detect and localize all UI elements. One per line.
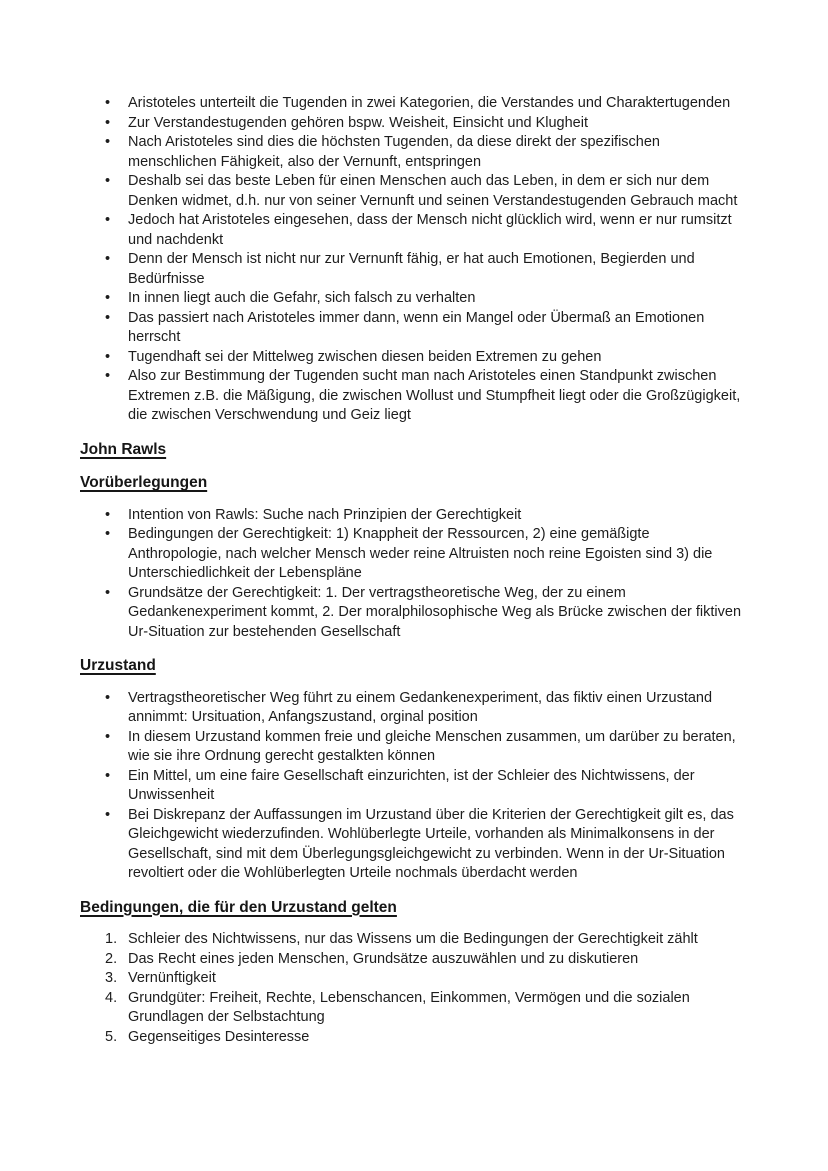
bullet-icon: • xyxy=(105,348,111,365)
list-item xyxy=(80,114,750,134)
bullet-icon: • xyxy=(105,728,111,745)
urzustand-bullet-list xyxy=(80,689,750,884)
list-item xyxy=(80,525,750,584)
heading-john-rawls: John Rawls xyxy=(80,440,167,458)
list-item-text: Tugendhaft sei der Mittelweg zwischen diesen beiden Extremen zu gehen xyxy=(128,348,602,365)
list-number-label: 4. xyxy=(105,989,118,1006)
aristoteles-bullet-list xyxy=(80,94,750,426)
list-item xyxy=(80,806,750,884)
list-item-text: In diesem Urzustand kommen freie und gleiche Menschen zusammen, um darüber zu beraten, wie sie ihre Ordnung gerecht gestalkten können xyxy=(128,728,736,764)
bullet-icon: • xyxy=(105,173,111,189)
list-item xyxy=(80,506,750,526)
bullet-icon: • xyxy=(105,309,111,326)
list-item xyxy=(80,133,750,172)
list-item-text: Deshalb sei das beste Leben für einen Menschen auch das Leben, in dem er sich nur dem Denken widmet, d.h. nur von seiner Vernunft und seinen Verstandestugenden Gebrauch macht xyxy=(128,173,738,209)
list-item-text: Denn der Mensch ist nicht nur zur Vernunft fähig, er hat auch Emotionen, Begierden und Bedürfnisse xyxy=(128,251,695,287)
list-item xyxy=(80,969,750,989)
list-item-text: Ein Mittel, um eine faire Gesellschaft einzurichten, ist der Schleier des Nichtwissens, der Unwissenheit xyxy=(128,767,695,803)
list-item xyxy=(80,309,750,348)
bullet-icon: • xyxy=(105,584,111,601)
bullet-icon: • xyxy=(105,212,111,228)
heading-vorueberlegungen: Vorüberlegungen xyxy=(80,474,208,491)
list-item xyxy=(80,94,750,114)
list-item xyxy=(80,930,750,950)
list-item-text: Zur Verstandestugenden gehören bspw. Weisheit, Einsicht und Klugheit xyxy=(128,114,588,131)
bullet-icon: • xyxy=(105,806,111,823)
bullet-icon: • xyxy=(105,767,111,784)
bullet-icon: • xyxy=(105,95,111,111)
list-item xyxy=(80,289,750,309)
list-item-text: In innen liegt auch die Gefahr, sich falsch zu verhalten xyxy=(128,290,476,306)
list-item-text: Bedingungen der Gerechtigkeit: 1) Knappheit der Ressourcen, 2) eine gemäßigte Anthropologie, nach welcher Mensch weder reine Altruisten noch reine Egoisten sind 3) die Unterschiedlichkeit der Lebenspläne xyxy=(128,526,713,581)
vorueberlegungen-bullet-list xyxy=(80,506,750,643)
list-number-label: 5. xyxy=(105,1028,118,1045)
bullet-icon: • xyxy=(105,689,111,706)
bullet-icon: • xyxy=(105,114,111,131)
list-item xyxy=(80,348,750,368)
list-item-text: Jedoch hat Aristoteles eingesehen, dass der Mensch nicht glücklich wird, wenn er nur rumsitzt und nachdenkt xyxy=(128,212,732,248)
list-item-text: Grundsätze der Gerechtigkeit: 1. Der vertragstheoretische Weg, der zu einem Gedankenexperiment kommt, 2. Der moralphilosophische Weg als Brücke zwischen der fiktiven Ur-Situation zur bestehenden Gesellschaft xyxy=(128,584,742,640)
list-item-text: Bei Diskrepanz der Auffassungen im Urzustand über die Kriterien der Gerechtigkeit gilt es, das Gleichgewicht wiederzufinden. Wohlüberlegte Urteile, vorhanden als Minimalkonsens in der Gesellschaft, sind mit dem Überlegungsgleichgewicht zu verbinden. Wenn in der Ur-Situation revoltiert oder die Wohlüberlegten Urteile nochmals überdacht werden xyxy=(128,806,734,881)
heading-bedingungen-urzustand: Bedingungen, die für den Urzustand gelten xyxy=(80,898,397,916)
list-item xyxy=(80,989,750,1028)
heading-urzustand: Urzustand xyxy=(80,657,156,674)
list-item xyxy=(80,767,750,806)
list-item xyxy=(80,584,750,643)
list-item-text: Das Recht eines jeden Menschen, Grundsätze auszuwählen und zu diskutieren xyxy=(128,950,639,967)
list-number-label: 2. xyxy=(105,950,118,967)
list-item-text: Vertragstheoretischer Weg führt zu einem Gedankenexperiment, das fiktiv einen Urzustand annimmt: Ursituation, Anfangszustand, orginal position xyxy=(128,689,713,725)
list-item xyxy=(80,1028,750,1048)
list-item xyxy=(80,250,750,289)
list-item xyxy=(80,689,750,728)
list-item xyxy=(80,172,750,211)
list-item xyxy=(80,367,750,426)
bullet-icon: • xyxy=(105,290,111,306)
list-item-text: Schleier des Nichtwissens, nur das Wissens um die Bedingungen der Gerechtigkeit zählt xyxy=(128,931,698,947)
bullet-icon: • xyxy=(105,251,111,267)
list-number-label: 1. xyxy=(105,931,118,947)
bullet-icon: • xyxy=(105,526,111,542)
bullet-icon: • xyxy=(105,368,111,384)
list-item-text: Das passiert nach Aristoteles immer dann, wenn ein Mangel oder Übermaß an Emotionen herrscht xyxy=(128,309,705,345)
list-item-text: Aristoteles unterteilt die Tugenden in zwei Kategorien, die Verstandes und Charaktertugenden xyxy=(128,95,731,111)
list-item-text: Gegenseitiges Desinteresse xyxy=(128,1028,310,1045)
list-item-text: Also zur Bestimmung der Tugenden sucht man nach Aristoteles einen Standpunkt zwischen Extremen z.B. die Mäßigung, die zwischen Wollust und Stumpfheit liegt oder die Großzügigkeit, die zwischen Verschwendung und Geiz liegt xyxy=(128,368,741,423)
bedingungen-numbered-list xyxy=(80,930,750,1047)
list-item-text: Vernünftigkeit xyxy=(128,970,216,986)
list-item xyxy=(80,728,750,767)
bullet-icon: • xyxy=(105,134,111,150)
list-item xyxy=(80,950,750,970)
list-item-text: Intention von Rawls: Suche nach Prinzipien der Gerechtigkeit xyxy=(128,506,522,523)
list-number-label: 3. xyxy=(105,970,118,986)
list-item xyxy=(80,211,750,250)
list-item-text: Grundgüter: Freiheit, Rechte, Lebenschancen, Einkommen, Vermögen und die sozialen Grundlagen der Selbstachtung xyxy=(128,989,690,1025)
list-item-text: Nach Aristoteles sind dies die höchsten Tugenden, da diese direkt der spezifischen menschlichen Fähigkeit, also der Vernunft, entspringen xyxy=(128,134,660,170)
bullet-icon: • xyxy=(105,506,111,523)
